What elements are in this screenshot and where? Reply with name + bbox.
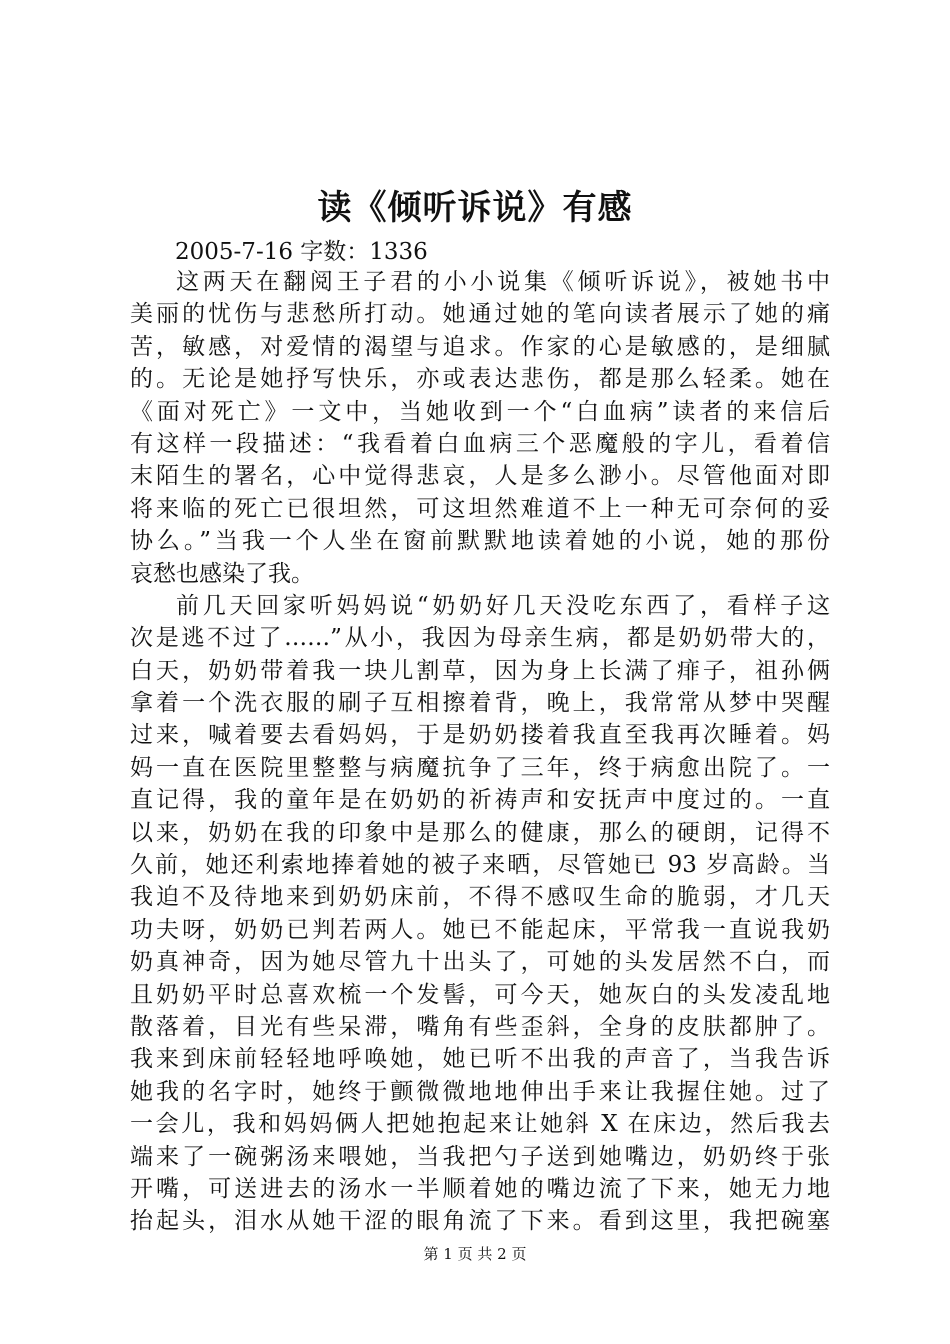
page-footer: 第 1 页 共 2 页 [423, 1245, 527, 1263]
body-line: 《面对死亡》一文中，当她收到一个“白血病”读者的来信后 [130, 398, 830, 425]
document-title: 读《倾听诉说》有感 [317, 188, 633, 228]
body-line: 协么。”当我一个人坐在窗前默默地读着她的小说，她的那份 [130, 528, 830, 555]
body-line: 功夫呀，奶奶已判若两人。她已不能起床，平常我一直说我奶 [130, 916, 830, 943]
body-line: 前几天回家听妈妈说“奶奶好几天没吃东西了，看样子这 [176, 592, 830, 619]
body-line: 直记得，我的童年是在奶奶的祈祷声和安抚声中度过的。一直 [130, 787, 830, 814]
body-line: 以来，奶奶在我的印象中是那么的健康，那么的硬朗，记得不 [130, 819, 830, 846]
body-line: 哀愁也感染了我。 [130, 560, 314, 587]
body-line: 白天，奶奶带着我一块儿割草，因为身上长满了痱子，祖孙俩 [130, 657, 830, 684]
body-line: 这两天在翻阅王子君的小小说集《倾听诉说》，被她书中 [176, 269, 830, 295]
body-line: 过来，喊着要去看妈妈，于是奶奶搂着我直至我再次睡着。妈 [130, 722, 830, 749]
body-line: 苦，敏感，对爱情的渴望与追求。作家的心是敏感的，是细腻 [130, 333, 830, 360]
body-line: 末陌生的署名，心中觉得悲哀，人是多么渺小。尽管他面对即 [130, 463, 830, 490]
body-line: 我迫不及待地来到奶奶床前，不得不感叹生命的脆弱，才几天 [130, 884, 830, 911]
document-body [130, 266, 830, 1238]
body-line: 散落着，目光有些呆滞，嘴角有些歪斜，全身的皮肤都肿了。 [130, 1013, 830, 1040]
document-meta: 2005-7-16 字数：1336 [175, 239, 428, 265]
body-line: 拿着一个洗衣服的刷子互相擦着背，晚上，我常常从梦中哭醒 [130, 690, 830, 717]
body-line: 的。无论是她抒写快乐，亦或表达悲伤，都是那么轻柔。她在 [130, 366, 830, 393]
body-line: 且奶奶平时总喜欢梳一个发髻，可今天，她灰白的头发凌乱地 [130, 981, 830, 1008]
body-line: 奶真神奇，因为她尽管九十出头了，可她的头发居然不白，而 [130, 949, 830, 976]
body-line: 美丽的忧伤与悲愁所打动。她通过她的笔向读者展示了她的痛 [130, 301, 830, 328]
body-line: 开嘴，可送进去的汤水一半顺着她的嘴边流了下来，她无力地 [130, 1175, 830, 1202]
body-line: 她我的名字时，她终于颤微微地地伸出手来让我握住她。过了 [130, 1078, 830, 1105]
body-line: 抬起头，泪水从她干涩的眼角流了下来。看到这里，我把碗塞 [130, 1208, 830, 1235]
body-line: 妈一直在医院里整整与病魔抗争了三年，终于病愈出院了。一 [130, 754, 830, 781]
body-line: 次是逃不过了……”从小，我因为母亲生病，都是奶奶带大的， [130, 625, 830, 652]
body-line: 一会儿，我和妈妈俩人把她抱起来让她斜 X 在床边，然后我去 [130, 1111, 830, 1138]
body-line: 有这样一段描述：“我看着白血病三个恶魔般的字儿，看着信 [130, 430, 830, 457]
body-line: 将来临的死亡已很坦然，可这坦然难道不上一种无可奈何的妥 [130, 495, 830, 522]
body-line: 久前，她还利索地捧着她的被子来晒，尽管她已 93 岁高龄。当 [130, 852, 830, 879]
body-line: 我来到床前轻轻地呼唤她，她已听不出我的声音了，当我告诉 [130, 1046, 830, 1073]
body-line: 端来了一碗粥汤来喂她，当我把勺子送到她嘴边，奶奶终于张 [130, 1143, 830, 1170]
